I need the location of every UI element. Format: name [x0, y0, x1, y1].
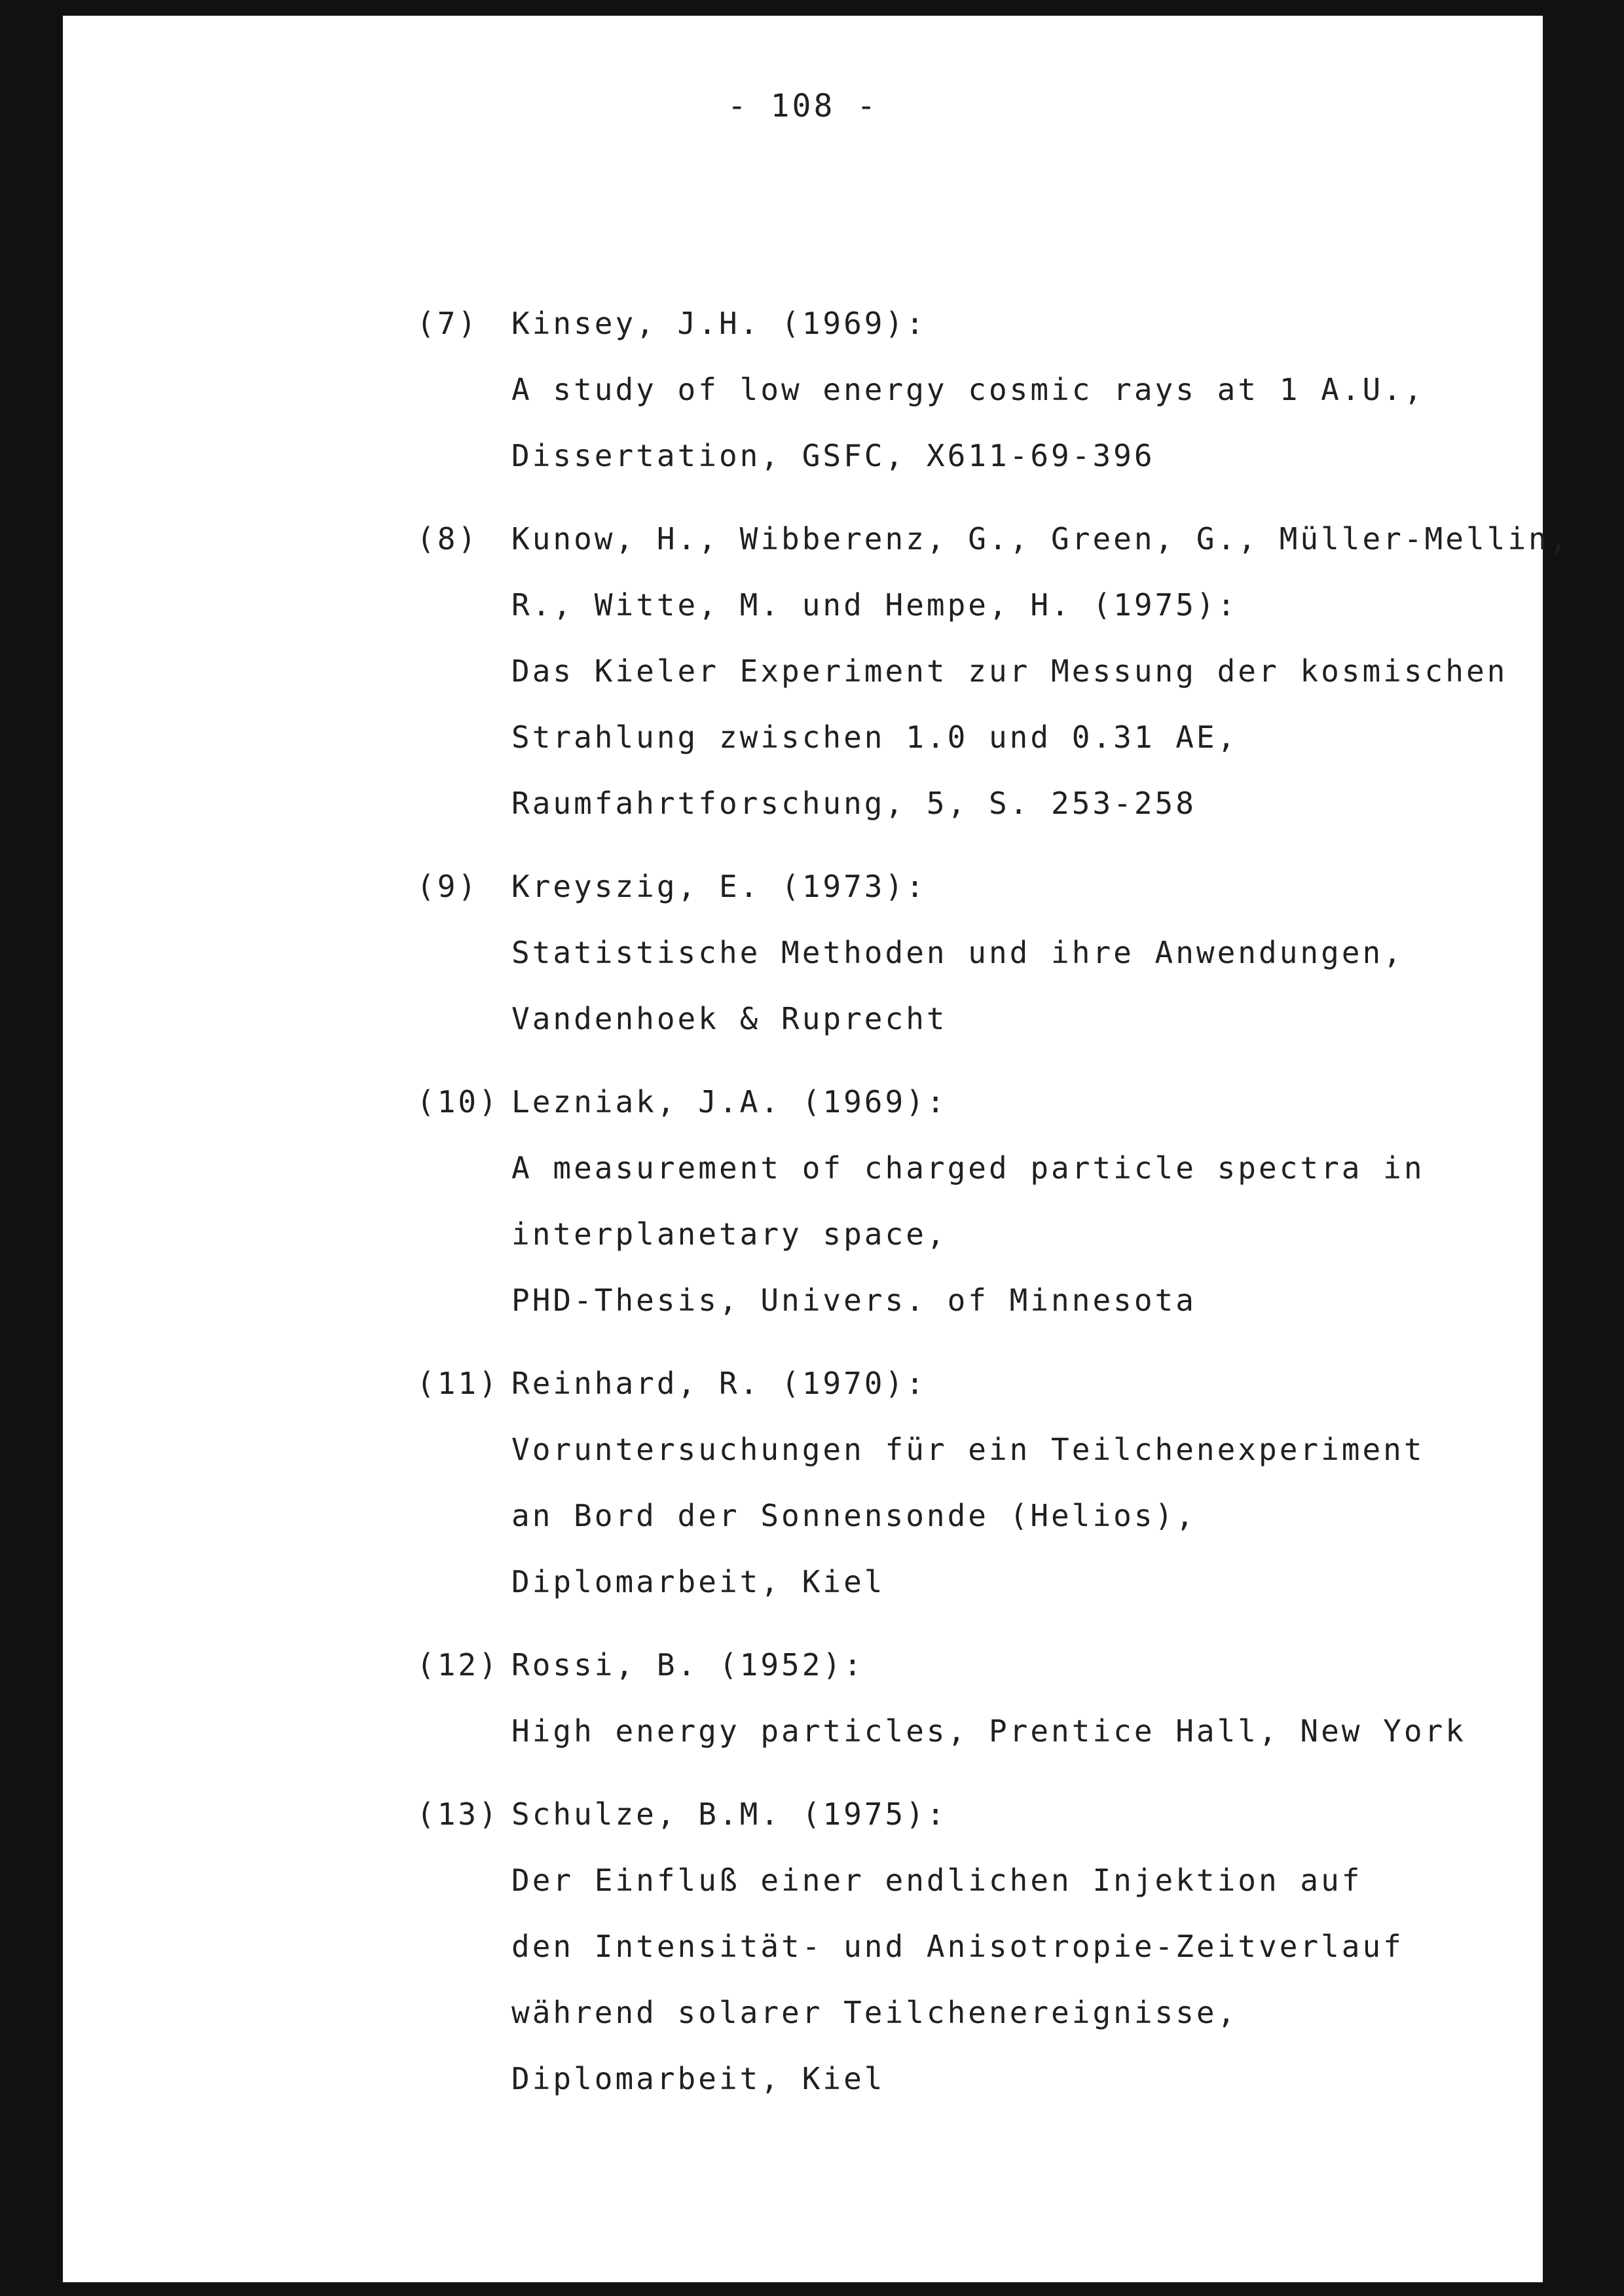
reference-line: A study of low energy cosmic rays at 1 A.U.,	[511, 372, 1425, 407]
reference-line: Diplomarbeit, Kiel	[511, 2061, 885, 2096]
reference-line: Kinsey, J.H. (1969):	[511, 306, 927, 341]
reference-item	[416, 1632, 1530, 1764]
reference-line: Kreyszig, E. (1973):	[511, 869, 927, 904]
reference-line: Statistische Methoden und ihre Anwendungen,	[511, 935, 1404, 970]
reference-item	[416, 1781, 1530, 2112]
reference-line: Raumfahrtforschung, 5, S. 253-258	[511, 786, 1196, 821]
reference-line: Das Kieler Experiment zur Messung der kosmischen	[511, 653, 1508, 689]
reference-line: an Bord der Sonnensonde (Helios),	[511, 1498, 1196, 1533]
reference-item	[416, 291, 1530, 489]
reference-number: (9)	[416, 869, 479, 904]
reference-line: Strahlung zwischen 1.0 und 0.31 AE,	[511, 720, 1238, 755]
reference-line: High energy particles, Prentice Hall, New York	[511, 1713, 1466, 1749]
reference-number: (11)	[416, 1366, 500, 1401]
reference-line: Voruntersuchungen für ein Teilchenexperiment	[511, 1432, 1425, 1467]
reference-line: Rossi, B. (1952):	[511, 1647, 864, 1683]
reference-number: (12)	[416, 1647, 500, 1683]
page-number: - 108 -	[727, 88, 879, 124]
reference-line: Lezniak, J.A. (1969):	[511, 1084, 948, 1120]
reference-list	[416, 291, 1570, 2112]
reference-item	[416, 1351, 1530, 1615]
reference-line: interplanetary space,	[511, 1216, 948, 1252]
reference-line: Reinhard, R. (1970):	[511, 1366, 927, 1401]
reference-line: Kunow, H., Wibberenz, G., Green, G., Müller-Mellin,	[511, 521, 1570, 556]
reference-item	[416, 1069, 1530, 1334]
document-page	[63, 16, 1570, 2282]
reference-line: Vandenhoek & Ruprecht	[511, 1001, 948, 1036]
reference-line: R., Witte, M. und Hempe, H. (1975):	[511, 587, 1238, 623]
reference-line: PHD-Thesis, Univers. of Minnesota	[511, 1283, 1196, 1318]
reference-number: (7)	[416, 306, 479, 341]
reference-line: Schulze, B.M. (1975):	[511, 1796, 948, 1832]
reference-item	[416, 854, 1530, 1052]
reference-line: Dissertation, GSFC, X611-69-396	[511, 438, 1155, 473]
reference-line: Diplomarbeit, Kiel	[511, 1564, 885, 1599]
reference-line: den Intensität- und Anisotropie-Zeitverlauf	[511, 1929, 1404, 1964]
reference-line: während solarer Teilchenereignisse,	[511, 1995, 1238, 2030]
reference-number: (13)	[416, 1796, 500, 1832]
reference-line: Der Einfluß einer endlichen Injektion auf	[511, 1863, 1363, 1898]
reference-number: (8)	[416, 521, 479, 556]
reference-number: (10)	[416, 1084, 500, 1120]
reference-item	[416, 506, 1570, 837]
reference-line: A measurement of charged particle spectra in	[511, 1150, 1425, 1186]
